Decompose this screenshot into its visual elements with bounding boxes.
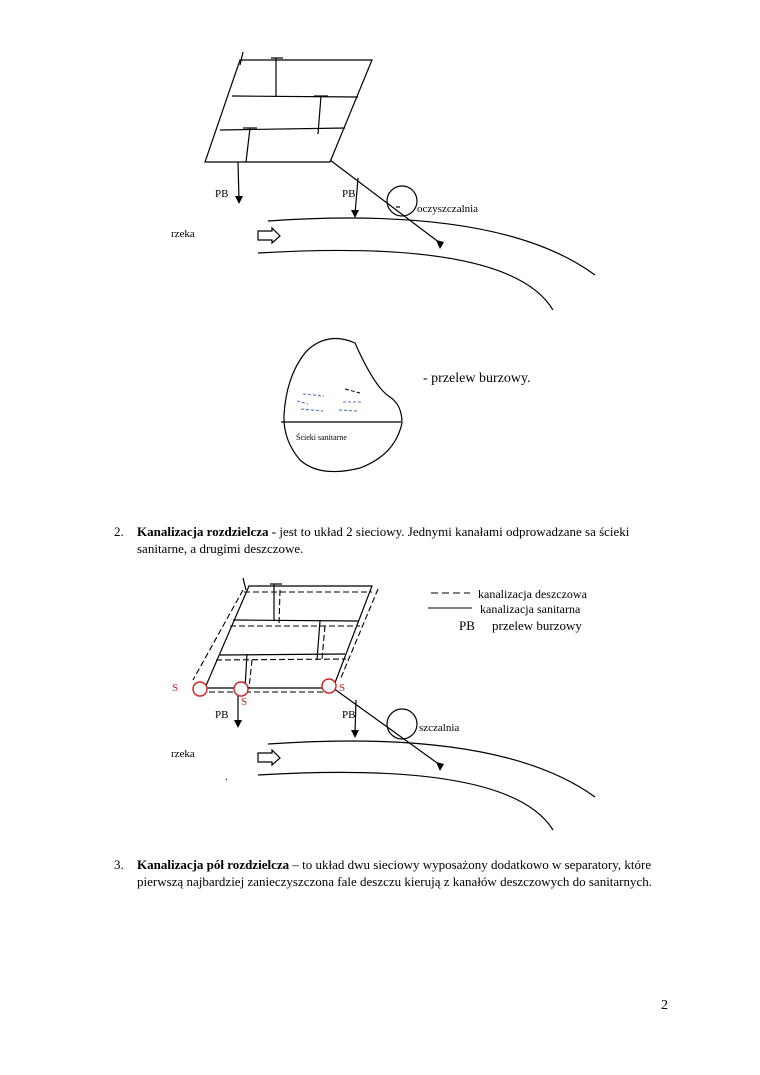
storm-overflow-chamber [387, 709, 417, 739]
storm-overflow-chamber [387, 186, 417, 216]
collector-pipe [246, 128, 250, 162]
river-label: rzeka [171, 748, 195, 760]
legend-sanitary: kanalizacja sanitarna [480, 602, 581, 616]
overflow-legend: - przelew burzowy. [423, 371, 531, 386]
flow-arrow-icon [258, 750, 280, 765]
legend-pb-text: przelew burzowy [492, 618, 582, 633]
outflow-arrow [238, 162, 239, 200]
city-block-outline [205, 60, 372, 162]
pb-label: PB [342, 188, 356, 200]
storm-overflow-diagram [0, 320, 760, 500]
separator-label: S [241, 696, 248, 708]
list-number: 2. [114, 524, 124, 539]
pb-label: PB [215, 188, 229, 200]
list-item-2 [114, 523, 674, 557]
legend-storm: kanalizacja deszczowa [478, 587, 587, 601]
street-line [220, 128, 345, 130]
list-number: 3. [114, 857, 124, 872]
pb-label: PB [342, 709, 356, 721]
treatment-plant-label: szczalnia [419, 722, 460, 734]
combined-sewer-diagram [0, 0, 760, 320]
river-bank [268, 218, 595, 275]
main-sewer [330, 160, 440, 243]
separate-sewer-diagram [0, 570, 760, 840]
separator-icon [322, 679, 336, 693]
chamber-outline [284, 339, 402, 472]
river-bank [258, 772, 553, 830]
treatment-plant-label: oczyszczalnia [417, 203, 479, 215]
street-line [232, 96, 358, 97]
separator-icon [234, 682, 248, 696]
sewage-label: Ścieki sanitarne [296, 433, 347, 442]
river-bank [258, 250, 553, 310]
pb-label: PB [215, 709, 229, 721]
stray-dot: . [225, 771, 228, 783]
page-number: 2 [661, 998, 668, 1013]
item-text: jest to układ 2 sieciowy. Jednymi kanałami odprowadzane sa ścieki sanitarne, a drugimi deszczowe. [137, 524, 630, 556]
separator-label: S [339, 682, 346, 694]
river-label: rzeka [171, 228, 195, 240]
list-item-3 [114, 856, 674, 890]
separator-label: S [172, 682, 179, 694]
item-title: Kanalizacja pół rozdzielcza [137, 857, 290, 872]
item-title: Kanalizacja rozdzielcza - [137, 524, 277, 539]
item-text: – to układ dwu sieciowy wyposażony dodatkowo w separatory, które pierwszą najbardziej zanieczyszczona fale deszczu kierują z kanałów deszczowych do sanitarnych. [137, 857, 653, 889]
river-bank [268, 741, 595, 797]
legend-pb-abbr: PB [459, 618, 475, 633]
flow-arrow-icon [258, 228, 280, 243]
separator-icon [193, 682, 207, 696]
